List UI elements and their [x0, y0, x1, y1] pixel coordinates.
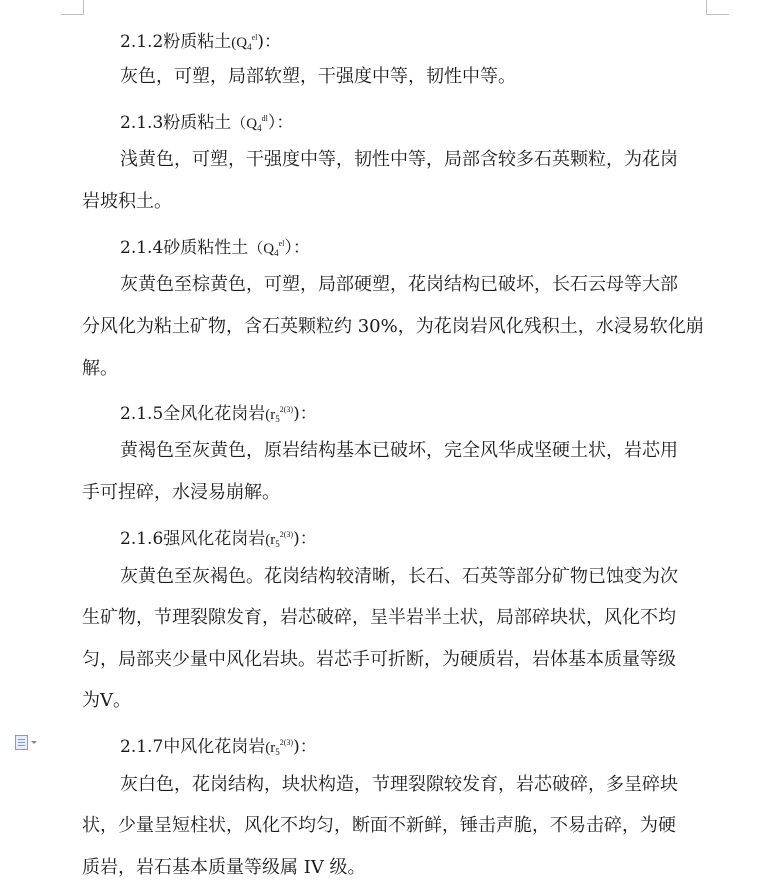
- paragraph-line: 灰白色，花岗结构，块状构造，节理裂隙较发育，岩芯破碎，多呈碎块: [120, 774, 678, 795]
- paragraph-line: 质岩，岩石基本质量等级属 IV 级。: [82, 857, 366, 878]
- paragraph-line: 灰黄色至灰褐色。花岗结构较清晰，长石、石英等部分矿物已蚀变为次: [120, 566, 678, 587]
- paragraph-line: 手可捏碎，水浸易崩解。: [82, 482, 280, 503]
- paragraph-line: 灰黄色至棕黄色，可塑，局部硬塑，花岗结构已破坏，长石云母等大部: [120, 274, 678, 295]
- paragraph-line: 生矿物，节理裂隙发育，岩芯破碎，呈半岩半土状，局部碎块状，风化不均: [82, 607, 676, 628]
- section-heading: 2.1.3粉质粘土$(Q_4^{dl})$：: [120, 113, 294, 133]
- paragraph-line: 为Ⅴ。: [82, 690, 131, 711]
- paragraph-line: 解。: [82, 358, 118, 379]
- paragraph-line: 分风化为粘土矿物，含石英颗粒约 30%，为花岗岩风化残积土，水浸易软化崩: [82, 316, 704, 337]
- paragraph-line: 状，少量呈短柱状，风化不均匀，断面不新鲜，锤击声脆，不易击碎，为硬: [82, 815, 676, 836]
- section-heading: 2.1.5全风化花岗岩$(r_5^{2(3)})$：: [120, 404, 317, 424]
- section-heading: 2.1.6强风化花岗岩$(r_5^{2(3)})$：: [120, 529, 317, 549]
- chevron-down-icon: [31, 741, 37, 744]
- paragraph-options-button[interactable]: [15, 734, 45, 750]
- paragraph-line: 灰色，可塑，局部软塑，干强度中等，韧性中等。: [120, 66, 516, 87]
- section-heading: 2.1.2粉质粘土$(Q_4^{el})$：: [120, 32, 282, 52]
- paragraph-line: 匀，局部夹少量中风化岩块。岩芯手可折断，为硬质岩，岩体基本质量等级: [82, 649, 676, 670]
- paragraph-line: 岩坡积土。: [82, 191, 172, 212]
- section-heading: 2.1.7中风化花岗岩$(r_5^{2(3)})$：: [120, 737, 317, 757]
- paragraph-line: 黄褐色至灰黄色，原岩结构基本已破坏，完全风华成坚硬土状，岩芯用: [120, 440, 678, 461]
- section-heading: 2.1.4砂质粘性土$(Q_4^{el})$：: [120, 238, 310, 258]
- document-icon: [15, 735, 28, 750]
- paragraph-line: 浅黄色，可塑，干强度中等，韧性中等，局部含较多石英颗粒，为花岗: [120, 149, 678, 170]
